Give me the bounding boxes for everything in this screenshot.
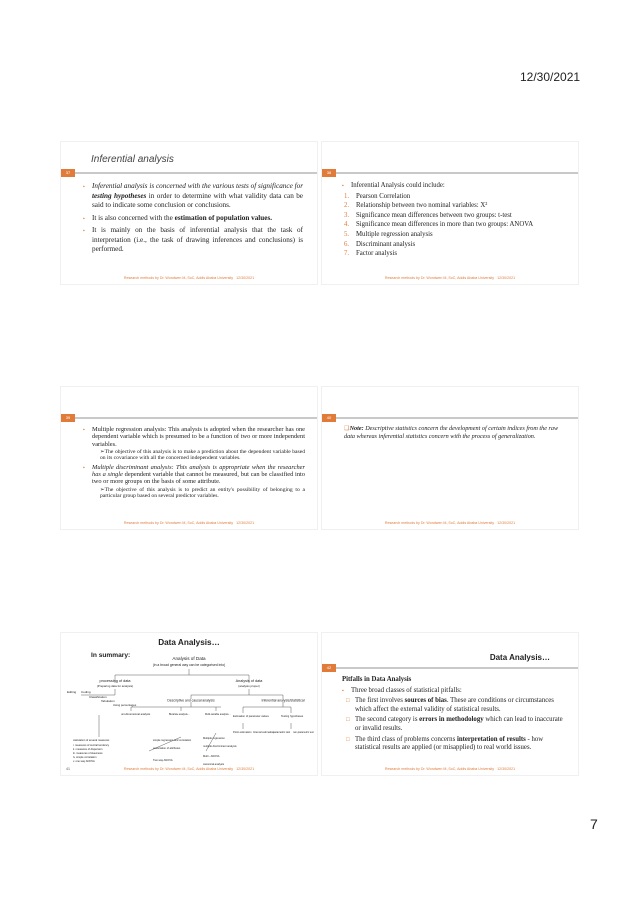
- sub-bullet: ➢The objective of this analysis is to make a prediction about the dependent variable based on its covariance with all the concerned independent variables.: [100, 448, 305, 462]
- diagram-descriptive: Descriptive and causal analysis: [167, 698, 215, 703]
- diagram-uni: uni-dimensional analysis: [121, 713, 151, 716]
- slide-footer: Research methods by Dr. Wondwen M.,SoC, Addis Ababa University 12/30/2021: [123, 276, 255, 280]
- diagram-measure: v. one way ANOVA: [73, 760, 95, 763]
- diagram-processing-sub: (Preparing data for analysis): [96, 684, 134, 688]
- list-item: 6. Discriminant analysis: [344, 240, 416, 248]
- slide-footer: Research methods by Dr. Wondwen M.,SoC, Addis Ababa University 12/30/2021: [384, 276, 516, 280]
- title-divider: [322, 667, 578, 669]
- diagram-item: Classification: [89, 695, 107, 699]
- bullet-item: ▪ Three broad classes of statistical pitfalls:: [342, 687, 568, 696]
- slide-37: [61, 142, 317, 284]
- analysis-tree-diagram: [61, 633, 317, 775]
- diagram-mdisc: multiple discriminant analysis: [203, 745, 237, 748]
- list-item: 5. Multiple regression analysis: [344, 230, 433, 238]
- list-item: 4. Significance mean differences in more than two groups: ANOVA: [344, 221, 534, 229]
- sub-list: [342, 697, 568, 753]
- slide-number: 41: [66, 767, 70, 771]
- bullet-item: ▪ It is also concerned with the estimation of population values.: [83, 214, 303, 224]
- diagram-multivariable: Multi-variable analysis...: [205, 713, 231, 716]
- diagram-item: Using percentages: [113, 703, 137, 707]
- diagram-analysis: Analysis of data: [235, 679, 263, 683]
- bullet-item: ▪ Inferential Analysis could include:: [342, 182, 570, 191]
- slide-number-badge: 40: [322, 414, 336, 422]
- slide-footer: Research methods by Dr. Wondwen M.,SoC, Addis Ababa University 12/30/2021: [123, 767, 255, 771]
- slide-footer: Research methods by Dr. Wondwen M.,SoC, Addis Ababa University 12/30/2021: [384, 767, 516, 771]
- diagram-measure: ii. measures of dispersion: [73, 748, 103, 751]
- slide-footer: Research methods by Dr. Wondwen M.,SoC, Addis Ababa University 12/30/2021: [123, 521, 255, 525]
- bullet-item: ▪ Multiple regression analysis: This analysis is adopted when the researcher has one dependent variable which is presumed to be a function of two or more independent variables. ➢The objective of this analysis is to make a prediction about the dependent variable based on its covariance with all the concerned independent variables.: [83, 426, 305, 462]
- slide-40: [322, 387, 578, 529]
- diagram-measure: iii. measures of skewness: [73, 752, 103, 755]
- bullet-list: [83, 182, 303, 258]
- diagram-param: parametric test: [273, 731, 291, 734]
- slide-42: [322, 633, 578, 775]
- title-divider: [322, 172, 578, 174]
- diagram-measure: iv. simple correlation: [73, 756, 97, 759]
- slide-content: [342, 182, 570, 260]
- diagram-item: Editing: [67, 690, 77, 694]
- title-divider: [61, 417, 317, 419]
- diagram-manova: Multi - ANOVA: [203, 755, 220, 758]
- diagram-measure: i. measures of central tendency: [73, 744, 110, 747]
- diagram-bivariate: Bivariate analysis...: [169, 713, 190, 716]
- section-subheading: Pitfalls in Data Analysis: [342, 676, 412, 683]
- note-text: ❑Note: Descriptive statistics concern the development of certain indices from the raw data whereas inferential statistics concern with the process of generalization.: [344, 425, 559, 440]
- slide-number-badge: 38: [322, 169, 336, 177]
- list-item: 2. Relationship between two nominal variables: X²: [344, 202, 488, 210]
- bullet-item: ▪ Multiple discriminant analysis: This analysis is appropriate when the researcher has a single dependent variable that cannot be measured, but can be classified into two or more groups on the basis of some attribute. ➢The objective of this analysis is to predict an entity's possibility of belonging to a particular group based on several predictor variables.: [83, 464, 305, 500]
- diagram-item: Coding: [81, 690, 91, 694]
- summary-label: In summary:: [91, 652, 131, 659]
- list-item: □ The second category is errors in methodology which can lead to inaccurate or invalid results.: [342, 716, 568, 733]
- diagram-interval: Interval estimation: [253, 731, 275, 734]
- diagram-analysis-sub: (analysis proper): [238, 684, 260, 688]
- slide-content: [342, 676, 568, 755]
- title-divider: [61, 172, 317, 174]
- diagram-assoc: association of attributes: [153, 747, 181, 750]
- diagram-inferential: Inferential analysis/statistical: [261, 698, 305, 703]
- sub-bullet: ➢The objective of this analysis is to predict an entity's possibility of belonging to a particular group based on several predictor variables.: [100, 486, 305, 499]
- list-item: □ The third class of problems concerns interpretation of results - how statistical results are applied (or misapplied) to real world issues.: [342, 736, 568, 753]
- checkbox-icon: ❑: [344, 425, 350, 432]
- slide-title: Inferential analysis: [91, 154, 174, 165]
- slide-38: [322, 142, 578, 284]
- slide-number-badge: 42: [322, 664, 336, 672]
- slide-39: [61, 387, 317, 529]
- bullet-item: ▪ Inferential analysis is concerned with the various tests of significance for testing hypotheses in order to determine with what validity data can be said to indicate some conclusion or conclusions.: [83, 182, 303, 211]
- title-divider: [322, 417, 578, 419]
- diagram-root: Analysis of Data: [172, 656, 206, 661]
- list-item: □ The first involves sources of bias. These are conditions or circumstances which affect the external validity of statistical results.: [342, 697, 568, 714]
- slide-header: Data Analysis…: [489, 653, 550, 662]
- slide-41: [61, 633, 317, 775]
- diagram-calc: calculation of several measures: [73, 739, 110, 742]
- numbered-list: [342, 193, 570, 259]
- diagram-item: Tabulation: [101, 699, 115, 703]
- diagram-root-sub: (in a broad general way can be categorised into): [152, 663, 226, 667]
- list-item: 3. Significance mean differences between two groups: t-test: [344, 211, 512, 219]
- diagram-simple-reg: simple regression and correlation: [153, 739, 192, 742]
- diagram-twoway: Two way ANOVA: [153, 759, 173, 762]
- slide-number-badge: 39: [61, 414, 75, 422]
- page-date: 12/30/2021: [520, 70, 581, 84]
- diagram-point: Point estimation: [233, 731, 252, 734]
- diagram-processing: processing of data: [99, 679, 131, 683]
- page-number: 7: [590, 816, 598, 832]
- slide-number-badge: 37: [61, 169, 75, 177]
- diagram-mreg: Multiple regression: [203, 737, 225, 740]
- diagram-estimation: Estimation of parameter values: [233, 715, 269, 718]
- diagram-testing: Testing hypotheses: [281, 715, 304, 718]
- diagram-nonparam: non-parametric test: [293, 731, 314, 734]
- slide-content: [83, 426, 305, 501]
- slide-footer: Research methods by Dr. Wondwen M.,SoC, Addis Ababa University 12/30/2021: [384, 521, 516, 525]
- slide-header: Data Analysis…: [158, 638, 220, 647]
- diagram-canon: canonical analysis: [203, 763, 225, 766]
- list-item: 1. Pearson Correlation: [344, 192, 411, 200]
- list-item: 7. Factor analysis: [344, 250, 397, 258]
- bullet-item: ▪ It is mainly on the basis of inferential analysis that the task of interpretation (i.e., the task of drawing inferences and conclusions) is performed.: [83, 226, 303, 255]
